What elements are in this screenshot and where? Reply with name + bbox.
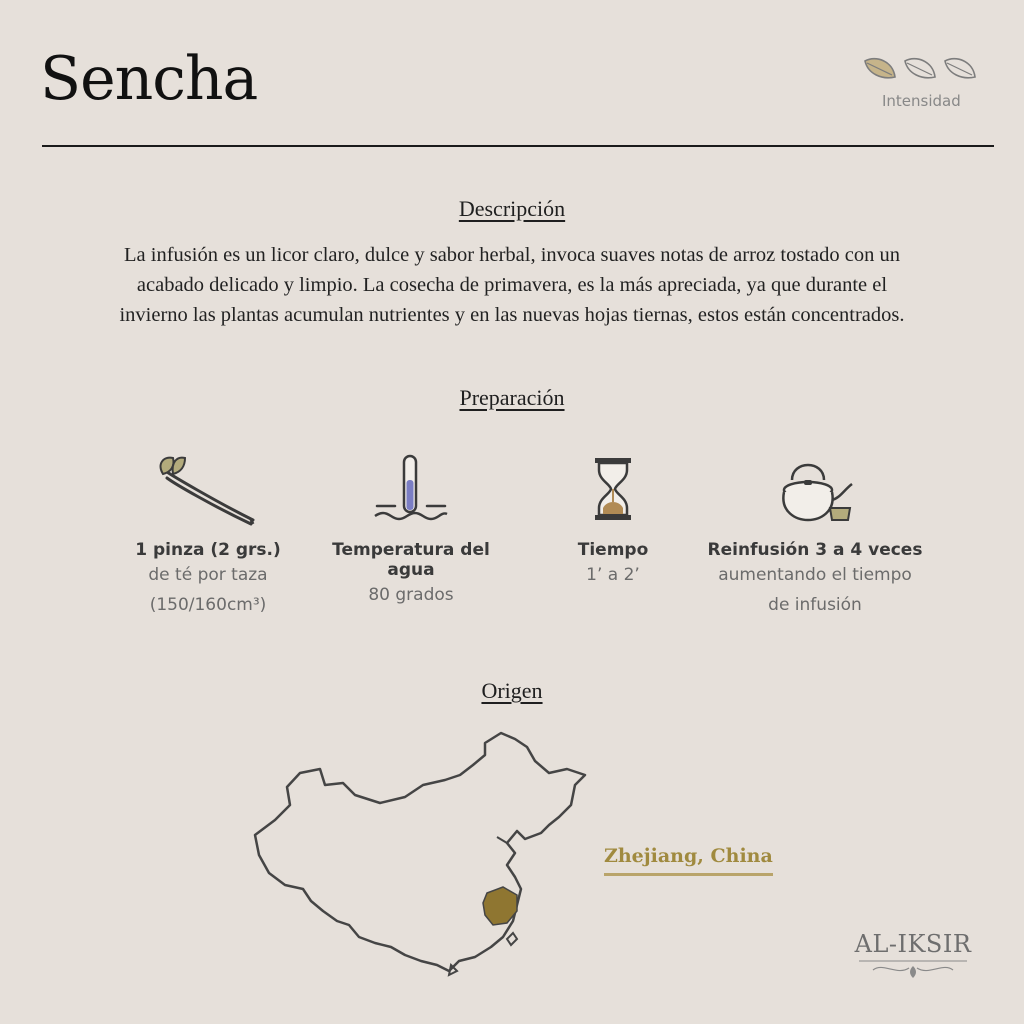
- intensity-leaves: [862, 56, 980, 82]
- brand-name: AL-IKSIR: [854, 930, 972, 958]
- tongs-leaf-icon: [153, 450, 263, 530]
- prep-time-line: 1’ a 2’: [586, 565, 640, 585]
- prep-time: [548, 450, 678, 590]
- tea-leaf-icon: [942, 56, 978, 82]
- description-text: [56, 240, 968, 330]
- description-line: acabado delicado y limpio. La cosecha de primavera, es la más apreciada, ya que durante el: [136, 274, 888, 296]
- prep-temperature: [306, 450, 516, 610]
- prep-reinfusion-line: aumentando el tiempo: [718, 565, 912, 585]
- origin-heading: Origen: [481, 678, 543, 703]
- origin-region-label: Zhejiang, China: [604, 845, 773, 876]
- tea-leaf-icon: [902, 56, 938, 82]
- prep-reinfusion-title: Reinfusión 3 a 4 veces: [707, 540, 923, 560]
- header-divider: [42, 145, 994, 147]
- brand-logo: [848, 930, 978, 986]
- teapot-icon: [770, 450, 860, 530]
- hourglass-icon: [583, 450, 643, 530]
- description-line: invierno las plantas acumulan nutrientes y en las nuevas hojas tiernas, estos están concentrados.: [119, 304, 905, 326]
- prep-reinfusion-line: de infusión: [768, 595, 862, 615]
- preparation-heading: Preparación: [459, 385, 565, 410]
- prep-dose-line: (150/160cm³): [149, 595, 267, 615]
- prep-dose-title: 1 pinza (2 grs.): [135, 540, 281, 560]
- prep-temperature-title: Temperatura del agua: [332, 540, 490, 580]
- prep-dose-line: de té por taza: [148, 565, 268, 585]
- tea-leaf-icon: [862, 56, 898, 82]
- ornament-icon: [853, 958, 973, 982]
- prep-time-title: Tiempo: [577, 540, 649, 560]
- thermometer-icon: [371, 450, 451, 530]
- china-map-icon: [245, 725, 605, 985]
- prep-dose: [118, 450, 298, 620]
- prep-reinfusion: [700, 450, 930, 620]
- prep-temperature-line: 80 grados: [368, 585, 454, 605]
- intensity-indicator: [860, 56, 980, 110]
- page-title: Sencha: [40, 44, 258, 114]
- intensity-label: Intensidad: [882, 92, 961, 110]
- description-line: La infusión es un licor claro, dulce y sabor herbal, invoca suaves notas de arroz tostado con un: [124, 244, 900, 266]
- description-heading: Descripción: [458, 196, 566, 221]
